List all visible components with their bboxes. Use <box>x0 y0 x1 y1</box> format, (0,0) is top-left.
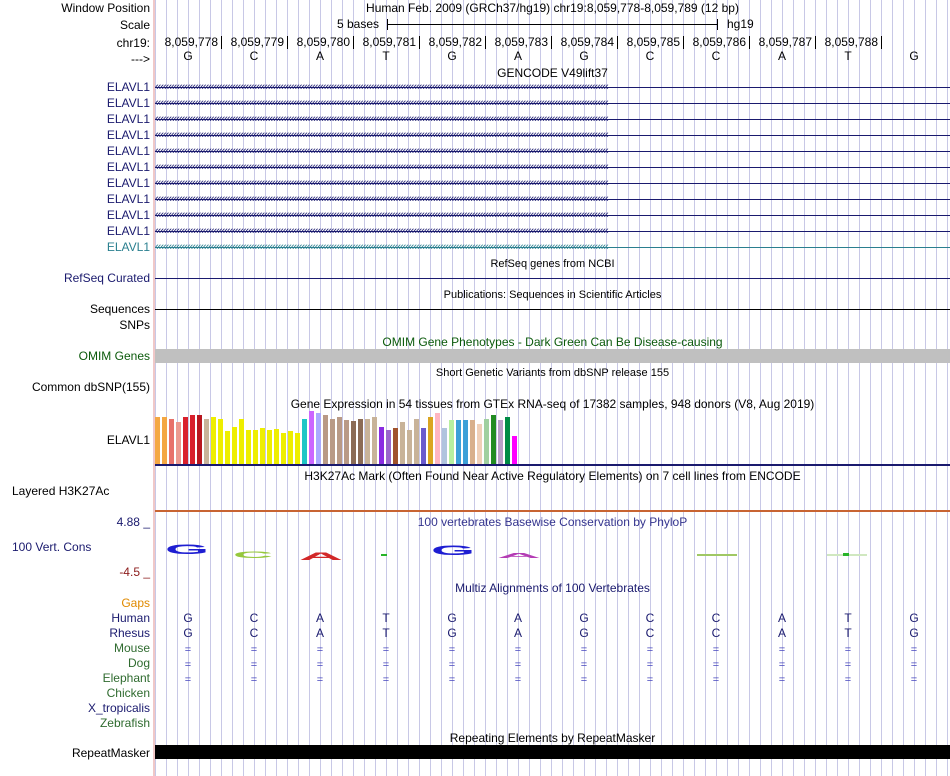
gtex-tissue-bar <box>477 424 482 464</box>
dog-match: = <box>778 659 786 671</box>
gtex-tissue-bar <box>183 417 188 464</box>
rhesus-base: C <box>711 626 721 640</box>
gtex-track-label[interactable]: ELAVL1 <box>106 433 150 447</box>
human-base: A <box>315 611 324 625</box>
gtex-tissue-bar <box>386 430 391 464</box>
dog-match: = <box>382 659 390 671</box>
gtex-tissue-bar <box>176 422 181 464</box>
omim-track-label[interactable]: OMIM Genes <box>78 349 150 363</box>
rhesus-base: G <box>183 626 193 640</box>
species-label-x-tropicalis: X_tropicalis <box>87 701 150 715</box>
mouse-match: = <box>250 644 258 656</box>
strand-arrows: ‹‹‹‹‹‹‹‹‹‹‹‹‹‹‹‹‹‹‹‹‹‹‹‹‹‹‹‹‹‹‹‹‹‹‹‹‹‹‹‹‹‹‹‹‹‹‹‹‹‹‹‹‹‹‹‹‹‹‹‹‹‹‹‹‹‹‹‹‹‹‹‹‹‹‹‹‹‹‹‹‹‹‹‹‹‹‹‹‹‹‹‹‹‹‹‹‹‹‹‹‹‹‹‹‹‹‹‹‹‹‹‹‹‹‹‹‹‹‹‹‹‹‹‹‹‹‹‹‹‹‹‹‹‹‹‹‹‹‹‹‹‹‹‹‹‹‹‹‹‹‹‹‹‹‹‹‹‹‹‹‹‹‹‹‹‹‹‹‹‹ <box>155 81 608 93</box>
gtex-tissue-bar <box>337 417 342 464</box>
gtex-tissue-bar <box>197 415 202 464</box>
transcript-row[interactable] <box>155 112 950 126</box>
dog-match: = <box>448 659 456 671</box>
strand-arrows: ‹‹‹‹‹‹‹‹‹‹‹‹‹‹‹‹‹‹‹‹‹‹‹‹‹‹‹‹‹‹‹‹‹‹‹‹‹‹‹‹‹‹‹‹‹‹‹‹‹‹‹‹‹‹‹‹‹‹‹‹‹‹‹‹‹‹‹‹‹‹‹‹‹‹‹‹‹‹‹‹‹‹‹‹‹‹‹‹‹‹‹‹‹‹‹‹‹‹‹‹‹‹‹‹‹‹‹‹‹‹‹‹‹‹‹‹‹‹‹‹‹‹‹‹‹‹‹‹‹‹‹‹‹‹‹‹‹‹‹‹‹‹‹‹‹‹‹‹‹‹‹‹‹‹‹‹‹‹‹‹‹‹‹‹‹‹‹‹‹‹ <box>155 225 608 237</box>
rhesus-base: G <box>909 626 919 640</box>
transcript-row[interactable] <box>155 128 950 142</box>
snps-track-label[interactable]: SNPs <box>119 318 150 332</box>
dna-base: G <box>183 49 193 63</box>
gtex-tissue-bar <box>309 411 314 464</box>
gene-label-elavl1[interactable]: ELAVL1 <box>106 80 150 94</box>
rhesus-base: C <box>645 626 655 640</box>
strand-label: ---> <box>131 52 150 66</box>
elephant-match: = <box>778 674 786 686</box>
gtex-tissue-bar <box>253 430 258 464</box>
elephant-match: = <box>184 674 192 686</box>
gtex-tissue-bar <box>512 436 517 464</box>
gtex-tissue-bar <box>484 419 489 464</box>
mouse-match: = <box>448 644 456 656</box>
chr-label: chr19: <box>116 36 150 50</box>
gtex-gene-line <box>155 464 950 466</box>
gtex-tissue-bar <box>379 427 384 464</box>
dna-base: G <box>447 49 457 63</box>
rhesus-base: G <box>447 626 457 640</box>
elephant-match: = <box>514 674 522 686</box>
strand-arrows: ‹‹‹‹‹‹‹‹‹‹‹‹‹‹‹‹‹‹‹‹‹‹‹‹‹‹‹‹‹‹‹‹‹‹‹‹‹‹‹‹‹‹‹‹‹‹‹‹‹‹‹‹‹‹‹‹‹‹‹‹‹‹‹‹‹‹‹‹‹‹‹‹‹‹‹‹‹‹‹‹‹‹‹‹‹‹‹‹‹‹‹‹‹‹‹‹‹‹‹‹‹‹‹‹‹‹‹‹‹‹‹‹‹‹‹‹‹‹‹‹‹‹‹‹‹‹‹‹‹‹‹‹‹‹‹‹‹‹‹‹‹‹‹‹‹‹‹‹‹‹‹‹‹‹‹‹‹‹‹‹‹‹‹‹‹‹‹‹‹‹ <box>155 193 608 205</box>
gtex-tissue-bar <box>232 427 237 464</box>
cons-max-value: 4.88 _ <box>116 515 150 529</box>
gtex-tissue-bar <box>281 433 286 464</box>
ruler-tick <box>419 36 420 49</box>
species-label-chicken: Chicken <box>106 686 150 700</box>
transcript-row[interactable] <box>155 224 950 238</box>
gtex-tissue-bar <box>155 417 160 464</box>
gtex-tissue-bar <box>428 417 433 464</box>
gtex-tissue-bar <box>267 430 272 464</box>
conservation-logo <box>155 540 950 570</box>
gaps-label: Gaps <box>121 596 150 610</box>
scale-text: 5 bases <box>337 17 380 31</box>
cons-letter-c: C <box>233 550 277 560</box>
ruler-position: 8,059,783 <box>494 35 548 49</box>
strand-arrows: ‹‹‹‹‹‹‹‹‹‹‹‹‹‹‹‹‹‹‹‹‹‹‹‹‹‹‹‹‹‹‹‹‹‹‹‹‹‹‹‹‹‹‹‹‹‹‹‹‹‹‹‹‹‹‹‹‹‹‹‹‹‹‹‹‹‹‹‹‹‹‹‹‹‹‹‹‹‹‹‹‹‹‹‹‹‹‹‹‹‹‹‹‹‹‹‹‹‹‹‹‹‹‹‹‹‹‹‹‹‹‹‹‹‹‹‹‹‹‹‹‹‹‹‹‹‹‹‹‹‹‹‹‹‹‹‹‹‹‹‹‹‹‹‹‹‹‹‹‹‹‹‹‹‹‹‹‹‹‹‹‹‹‹‹‹‹‹‹‹‹ <box>155 97 608 109</box>
human-base: T <box>382 611 390 625</box>
scale-bar <box>387 24 717 25</box>
human-base: C <box>645 611 655 625</box>
dbsnp-track-label[interactable]: Common dbSNP(155) <box>31 380 150 394</box>
publications-line[interactable] <box>155 309 950 310</box>
gtex-tissue-bar <box>449 420 454 464</box>
dog-match: = <box>184 659 192 671</box>
cons-min-value: -4.5 _ <box>119 565 150 579</box>
gtex-tissue-bar <box>372 417 377 464</box>
cons-track-title: 100 vertebrates Basewise Conservation by PhyloP <box>417 515 688 529</box>
dna-base: A <box>513 49 522 63</box>
ruler-tick <box>617 36 618 49</box>
gtex-tissue-bar <box>323 415 328 464</box>
cons-mark-c <box>697 554 737 556</box>
mouse-match: = <box>184 644 192 656</box>
cons-letter-g: G <box>431 542 476 558</box>
h3k27ac-baseline <box>155 510 950 512</box>
track-image[interactable] <box>155 0 950 776</box>
strand-arrows: ‹‹‹‹‹‹‹‹‹‹‹‹‹‹‹‹‹‹‹‹‹‹‹‹‹‹‹‹‹‹‹‹‹‹‹‹‹‹‹‹‹‹‹‹‹‹‹‹‹‹‹‹‹‹‹‹‹‹‹‹‹‹‹‹‹‹‹‹‹‹‹‹‹‹‹‹‹‹‹‹‹‹‹‹‹‹‹‹‹‹‹‹‹‹‹‹‹‹‹‹‹‹‹‹‹‹‹‹‹‹‹‹‹‹‹‹‹‹‹‹‹‹‹‹‹‹‹‹‹‹‹‹‹‹‹‹‹‹‹‹‹‹‹‹‹‹‹‹‹‹‹‹‹‹‹‹‹‹‹‹‹‹‹‹‹‹‹‹‹‹ <box>155 145 608 157</box>
ruler-tick <box>485 36 486 49</box>
gene-label-elavl1[interactable]: ELAVL1 <box>106 208 150 222</box>
gtex-tissue-bar <box>169 419 174 464</box>
cons-track-label[interactable]: 100 Vert. Cons <box>12 540 92 554</box>
refseq-track-label[interactable]: RefSeq Curated <box>63 271 150 285</box>
gtex-tissue-bar <box>218 419 223 464</box>
mouse-match: = <box>712 644 720 656</box>
gtex-tissue-bar <box>204 419 209 464</box>
cons-mark-t <box>843 553 849 556</box>
human-base: T <box>844 611 852 625</box>
ruler-position: 8,059,788 <box>824 35 878 49</box>
human-base: G <box>447 611 457 625</box>
dbsnp-track-title: Short Genetic Variants from dbSNP release 155 <box>435 367 670 379</box>
elephant-match: = <box>580 674 588 686</box>
gencode-track-title: GENCODE V49lift37 <box>497 66 608 80</box>
dna-base: G <box>579 49 589 63</box>
transcript-row[interactable] <box>155 240 950 254</box>
repeatmasker-track-label[interactable]: RepeatMasker <box>71 746 150 760</box>
refseq-track-title: RefSeq genes from NCBI <box>490 258 615 270</box>
gtex-tissue-bar <box>239 419 244 464</box>
strand-arrows: ‹‹‹‹‹‹‹‹‹‹‹‹‹‹‹‹‹‹‹‹‹‹‹‹‹‹‹‹‹‹‹‹‹‹‹‹‹‹‹‹‹‹‹‹‹‹‹‹‹‹‹‹‹‹‹‹‹‹‹‹‹‹‹‹‹‹‹‹‹‹‹‹‹‹‹‹‹‹‹‹‹‹‹‹‹‹‹‹‹‹‹‹‹‹‹‹‹‹‹‹‹‹‹‹‹‹‹‹‹‹‹‹‹‹‹‹‹‹‹‹‹‹‹‹‹‹‹‹‹‹‹‹‹‹‹‹‹‹‹‹‹‹‹‹‹‹‹‹‹‹‹‹‹‹‹‹‹‹‹‹‹‹‹‹‹‹‹‹‹‹ <box>155 209 608 221</box>
dog-match: = <box>844 659 852 671</box>
gtex-tissue-bar <box>351 421 356 464</box>
gtex-tissue-bar <box>246 430 251 464</box>
gtex-tissue-bar <box>344 420 349 464</box>
ruler-tick <box>749 36 750 49</box>
dog-match: = <box>712 659 720 671</box>
gtex-tissue-bar <box>288 431 293 464</box>
dna-base: G <box>909 49 919 63</box>
gtex-tissue-bar <box>162 417 167 464</box>
gtex-tissue-bar <box>393 428 398 464</box>
gene-label-elavl1[interactable]: ELAVL1 <box>106 192 150 206</box>
ruler-tick <box>353 36 354 49</box>
strand-arrows: ‹‹‹‹‹‹‹‹‹‹‹‹‹‹‹‹‹‹‹‹‹‹‹‹‹‹‹‹‹‹‹‹‹‹‹‹‹‹‹‹‹‹‹‹‹‹‹‹‹‹‹‹‹‹‹‹‹‹‹‹‹‹‹‹‹‹‹‹‹‹‹‹‹‹‹‹‹‹‹‹‹‹‹‹‹‹‹‹‹‹‹‹‹‹‹‹‹‹‹‹‹‹‹‹‹‹‹‹‹‹‹‹‹‹‹‹‹‹‹‹‹‹‹‹‹‹‹‹‹‹‹‹‹‹‹‹‹‹‹‹‹‹‹‹‹‹‹‹‹‹‹‹‹‹‹‹‹‹‹‹‹‹‹‹‹‹‹‹‹‹ <box>155 129 608 141</box>
ruler-position: 8,059,787 <box>758 35 812 49</box>
repeatmasker-element[interactable] <box>155 745 950 759</box>
strand-arrows: ‹‹‹‹‹‹‹‹‹‹‹‹‹‹‹‹‹‹‹‹‹‹‹‹‹‹‹‹‹‹‹‹‹‹‹‹‹‹‹‹‹‹‹‹‹‹‹‹‹‹‹‹‹‹‹‹‹‹‹‹‹‹‹‹‹‹‹‹‹‹‹‹‹‹‹‹‹‹‹‹‹‹‹‹‹‹‹‹‹‹‹‹‹‹‹‹‹‹‹‹‹‹‹‹‹‹‹‹‹‹‹‹‹‹‹‹‹‹‹‹‹‹‹‹‹‹‹‹‹‹‹‹‹‹‹‹‹‹‹‹‹‹‹‹‹‹‹‹‹‹‹‹‹‹‹‹‹‹‹‹‹‹‹‹‹‹‹‹‹‹ <box>155 113 608 125</box>
gtex-tissue-bar <box>505 417 510 464</box>
gtex-tissue-bar <box>414 419 419 464</box>
human-base: C <box>711 611 721 625</box>
gtex-tissue-bar <box>225 431 230 464</box>
gtex-tissue-bar <box>302 419 307 464</box>
gtex-tissue-bar <box>190 415 195 464</box>
cons-mark-t <box>381 554 387 556</box>
human-base: G <box>579 611 589 625</box>
dna-base: C <box>645 49 655 63</box>
gene-label-elavl1[interactable]: ELAVL1 <box>106 160 150 174</box>
elephant-match: = <box>910 674 918 686</box>
gene-label-elavl1[interactable]: ELAVL1 <box>106 144 150 158</box>
elephant-match: = <box>844 674 852 686</box>
transcript-row[interactable] <box>155 192 950 206</box>
mouse-match: = <box>910 644 918 656</box>
human-base: G <box>183 611 193 625</box>
transcript-row[interactable] <box>155 160 950 174</box>
rhesus-base: T <box>844 626 852 640</box>
multiz-track-title: Multiz Alignments of 100 Vertebrates <box>455 581 650 595</box>
human-base: A <box>513 611 522 625</box>
track-labels <box>0 0 152 776</box>
cons-letter-a: A <box>497 553 541 560</box>
gtex-tissue-bar <box>400 422 405 464</box>
window-title: Human Feb. 2009 (GRCh37/hg19) chr19:8,059,778-8,059,789 (12 bp) <box>366 1 739 15</box>
elephant-match: = <box>448 674 456 686</box>
refseq-gene-line[interactable] <box>155 278 950 279</box>
rhesus-base: A <box>513 626 522 640</box>
gtex-tissue-bar <box>491 415 496 464</box>
gtex-tissue-bar <box>407 430 412 464</box>
dog-match: = <box>910 659 918 671</box>
ruler-position: 8,059,784 <box>560 35 614 49</box>
ruler-position: 8,059,780 <box>296 35 350 49</box>
ruler-tick <box>881 36 882 49</box>
dog-match: = <box>316 659 324 671</box>
transcript-row[interactable] <box>155 208 950 222</box>
transcript-row[interactable] <box>155 96 950 110</box>
scale-bar-tick-right <box>717 19 718 30</box>
gene-label-elavl1[interactable]: ELAVL1 <box>106 176 150 190</box>
rhesus-base: T <box>382 626 390 640</box>
cons-letter-a: A <box>299 551 344 563</box>
species-label-rhesus: Rhesus <box>109 626 150 640</box>
mouse-match: = <box>514 644 522 656</box>
gtex-tissue-bar <box>365 419 370 464</box>
dna-base: C <box>711 49 721 63</box>
window-position-label: Window Position <box>61 1 150 15</box>
species-label-mouse: Mouse <box>113 641 150 655</box>
scale-bar-tick-left <box>387 19 388 30</box>
transcript-row[interactable] <box>155 144 950 158</box>
gtex-tissue-bar <box>421 428 426 464</box>
mouse-match: = <box>778 644 786 656</box>
gene-label-elavl1[interactable]: ELAVL1 <box>106 224 150 238</box>
rhesus-base: G <box>579 626 589 640</box>
gtex-tissue-bar <box>211 417 216 464</box>
dna-base: T <box>382 49 390 63</box>
ruler-position: 8,059,782 <box>428 35 482 49</box>
dog-match: = <box>514 659 522 671</box>
cons-letter-g: G <box>165 541 210 557</box>
gtex-tissue-bar <box>456 420 461 464</box>
dog-match: = <box>580 659 588 671</box>
gtex-tissue-bar <box>330 419 335 464</box>
mouse-match: = <box>580 644 588 656</box>
gtex-track-title: Gene Expression in 54 tissues from GTEx RNA-seq of 17382 samples, 948 donors (V8, Aug 2019) <box>290 397 815 411</box>
elephant-match: = <box>250 674 258 686</box>
scale-label: Scale <box>119 18 150 32</box>
gtex-tissue-bar <box>316 413 321 464</box>
elephant-match: = <box>382 674 390 686</box>
dna-base: A <box>777 49 786 63</box>
rhesus-base: A <box>315 626 324 640</box>
strand-arrows: ‹‹‹‹‹‹‹‹‹‹‹‹‹‹‹‹‹‹‹‹‹‹‹‹‹‹‹‹‹‹‹‹‹‹‹‹‹‹‹‹‹‹‹‹‹‹‹‹‹‹‹‹‹‹‹‹‹‹‹‹‹‹‹‹‹‹‹‹‹‹‹‹‹‹‹‹‹‹‹‹‹‹‹‹‹‹‹‹‹‹‹‹‹‹‹‹‹‹‹‹‹‹‹‹‹‹‹‹‹‹‹‹‹‹‹‹‹‹‹‹‹‹‹‹‹‹‹‹‹‹‹‹‹‹‹‹‹‹‹‹‹‹‹‹‹‹‹‹‹‹‹‹‹‹‹‹‹‹‹‹‹‹‹‹‹‹‹‹‹‹ <box>155 161 608 173</box>
repeatmasker-track-title: Repeating Elements by RepeatMasker <box>449 731 656 745</box>
dna-base: C <box>249 49 259 63</box>
gtex-tissue-bar <box>498 420 503 464</box>
rhesus-base: A <box>777 626 786 640</box>
strand-arrows: ‹‹‹‹‹‹‹‹‹‹‹‹‹‹‹‹‹‹‹‹‹‹‹‹‹‹‹‹‹‹‹‹‹‹‹‹‹‹‹‹‹‹‹‹‹‹‹‹‹‹‹‹‹‹‹‹‹‹‹‹‹‹‹‹‹‹‹‹‹‹‹‹‹‹‹‹‹‹‹‹‹‹‹‹‹‹‹‹‹‹‹‹‹‹‹‹‹‹‹‹‹‹‹‹‹‹‹‹‹‹‹‹‹‹‹‹‹‹‹‹‹‹‹‹‹‹‹‹‹‹‹‹‹‹‹‹‹‹‹‹‹‹‹‹‹‹‹‹‹‹‹‹‹‹‹‹‹‹‹‹‹‹‹‹‹‹‹‹‹‹ <box>155 177 608 189</box>
gtex-tissue-bar <box>435 413 440 464</box>
mouse-match: = <box>382 644 390 656</box>
ruler-tick <box>683 36 684 49</box>
ruler-position: 8,059,781 <box>362 35 416 49</box>
mouse-match: = <box>316 644 324 656</box>
gtex-bar-chart[interactable] <box>155 412 555 464</box>
gtex-tissue-bar <box>295 433 300 464</box>
elephant-match: = <box>316 674 324 686</box>
transcript-row[interactable] <box>155 80 950 94</box>
gene-label-elavl1[interactable]: ELAVL1 <box>106 112 150 126</box>
gtex-tissue-bar <box>470 420 475 464</box>
species-label-zebrafish: Zebrafish <box>99 716 150 730</box>
mouse-match: = <box>844 644 852 656</box>
publications-track-label[interactable]: Sequences <box>89 302 150 316</box>
ruler-position: 8,059,785 <box>626 35 680 49</box>
gtex-tissue-bar <box>358 419 363 464</box>
dna-base: A <box>315 49 324 63</box>
gene-label-elavl1[interactable]: ELAVL1 <box>106 128 150 142</box>
elephant-match: = <box>712 674 720 686</box>
ruler-position: 8,059,779 <box>230 35 284 49</box>
rhesus-base: C <box>249 626 259 640</box>
human-base: G <box>909 611 919 625</box>
gtex-tissue-bar <box>442 428 447 464</box>
ruler-position: 8,059,778 <box>164 35 218 49</box>
ruler-tick <box>815 36 816 49</box>
omim-gene-bar[interactable] <box>155 349 950 363</box>
h3k27ac-track-title: H3K27Ac Mark (Often Found Near Active Regulatory Elements) on 7 cell lines from ENCODE <box>304 469 801 483</box>
elephant-match: = <box>646 674 654 686</box>
dna-base: T <box>844 49 852 63</box>
gene-label-elavl1[interactable]: ELAVL1 <box>106 240 150 254</box>
ruler-tick <box>221 36 222 49</box>
assembly-label: hg19 <box>727 17 754 31</box>
gtex-tissue-bar <box>274 429 279 464</box>
species-label-dog: Dog <box>127 656 150 670</box>
gtex-tissue-bar <box>260 428 265 464</box>
gene-label-elavl1[interactable]: ELAVL1 <box>106 96 150 110</box>
gtex-tissue-bar <box>463 420 468 464</box>
publications-track-title: Publications: Sequences in Scientific Articles <box>443 289 662 301</box>
ruler-tick <box>551 36 552 49</box>
ruler-position: 8,059,786 <box>692 35 746 49</box>
transcript-row[interactable] <box>155 176 950 190</box>
dog-match: = <box>646 659 654 671</box>
omim-track-title: OMIM Gene Phenotypes - Dark Green Can Be Disease-causing <box>382 335 723 349</box>
mouse-match: = <box>646 644 654 656</box>
ruler-tick <box>287 36 288 49</box>
human-base: A <box>777 611 786 625</box>
human-base: C <box>249 611 259 625</box>
strand-arrows: ‹‹‹‹‹‹‹‹‹‹‹‹‹‹‹‹‹‹‹‹‹‹‹‹‹‹‹‹‹‹‹‹‹‹‹‹‹‹‹‹‹‹‹‹‹‹‹‹‹‹‹‹‹‹‹‹‹‹‹‹‹‹‹‹‹‹‹‹‹‹‹‹‹‹‹‹‹‹‹‹‹‹‹‹‹‹‹‹‹‹‹‹‹‹‹‹‹‹‹‹‹‹‹‹‹‹‹‹‹‹‹‹‹‹‹‹‹‹‹‹‹‹‹‹‹‹‹‹‹‹‹‹‹‹‹‹‹‹‹‹‹‹‹‹‹‹‹‹‹‹‹‹‹‹‹‹‹‹‹‹‹‹‹‹‹‹‹‹‹‹ <box>155 241 608 253</box>
dog-match: = <box>250 659 258 671</box>
species-label-human: Human <box>111 611 150 625</box>
h3k27ac-track-label[interactable]: Layered H3K27Ac <box>12 484 110 498</box>
species-label-elephant: Elephant <box>102 671 150 685</box>
